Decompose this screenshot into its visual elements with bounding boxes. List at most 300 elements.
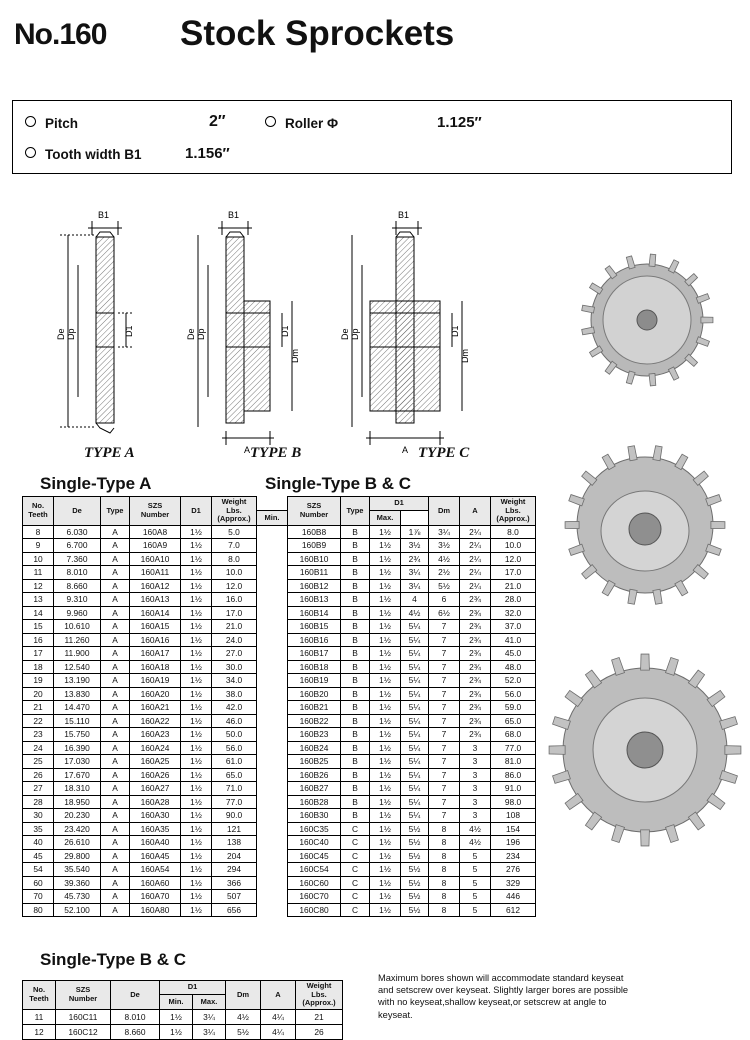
th-weight-2: Weight Lbs. (Approx.) [491, 497, 536, 526]
cell-type2: B [341, 660, 370, 674]
cell-dm: 8 [429, 822, 460, 836]
cell-type2: C [341, 876, 370, 890]
cell-type: A [101, 903, 130, 917]
cell-gap [257, 822, 288, 836]
bottom-header-row-1 [23, 981, 343, 995]
cell-type: A [101, 687, 130, 701]
cell-szs: 160A45 [130, 849, 181, 863]
cell-d1: 1½ [181, 539, 212, 553]
cell-min: 1½ [370, 890, 401, 904]
cell-type: A [101, 674, 130, 688]
table-row [23, 822, 536, 836]
cell-szs2: 160B23 [288, 728, 341, 742]
cell-w: 8.0 [212, 552, 257, 566]
cell-max: 5½ [401, 876, 429, 890]
cell-type: A [101, 755, 130, 769]
cell-w2: 52.0 [491, 674, 536, 688]
cell-max: 3¼ [193, 1024, 226, 1039]
cell-de: 52.100 [54, 903, 101, 917]
cell-de: 13.190 [54, 674, 101, 688]
cell-dm: 8 [429, 836, 460, 850]
cell-d1: 1½ [181, 795, 212, 809]
cell-w2: 329 [491, 876, 536, 890]
cell-szs2: 160C54 [288, 863, 341, 877]
cell-de: 9.960 [54, 606, 101, 620]
cell-max: 4½ [401, 606, 429, 620]
cell-type2: B [341, 782, 370, 796]
table-row [23, 593, 536, 607]
th-b-no-teeth: No. Teeth [23, 981, 56, 1010]
spec-pitch-value: 2″ [209, 113, 226, 130]
cell-max: 5¼ [401, 633, 429, 647]
cell-szs: 160A10 [130, 552, 181, 566]
th-b-dm: Dm [226, 981, 261, 1010]
cell-d1: 1½ [181, 525, 212, 539]
cell-w2: 10.0 [491, 539, 536, 553]
cell-a: 4½ [460, 836, 491, 850]
cell-dm: 7 [429, 714, 460, 728]
cell-teeth: 9 [23, 539, 54, 553]
th-b-de: De [111, 981, 160, 1010]
th-d1-max: Max. [370, 511, 401, 525]
cell-d1: 1½ [181, 903, 212, 917]
cell-max: 5¼ [401, 809, 429, 823]
cell-szs: 160A21 [130, 701, 181, 715]
cell-gap [257, 539, 288, 553]
th-b-d1-min: Min. [160, 995, 193, 1009]
cell-type: A [101, 620, 130, 634]
cell-w2: 77.0 [491, 741, 536, 755]
cell-w: 61.0 [212, 755, 257, 769]
cell-de: 12.540 [54, 660, 101, 674]
spec-tooth-value: 1.156″ [185, 145, 230, 162]
cell-w: 21 [296, 1009, 343, 1024]
cell-teeth: 11 [23, 1009, 56, 1024]
circle-bullet-icon [25, 116, 36, 127]
cell-teeth: 15 [23, 620, 54, 634]
cell-w2: 59.0 [491, 701, 536, 715]
cell-a: 5 [460, 903, 491, 917]
cell-min: 1½ [370, 714, 401, 728]
spec-pitch [25, 116, 78, 131]
cell-szs2: 160B19 [288, 674, 341, 688]
cell-gap [257, 876, 288, 890]
cell-teeth: 30 [23, 809, 54, 823]
cell-min: 1½ [370, 782, 401, 796]
cell-szs: 160A35 [130, 822, 181, 836]
cell-a: 2¾ [460, 714, 491, 728]
cell-w: 21.0 [212, 620, 257, 634]
cell-a: 5 [460, 890, 491, 904]
cell-teeth: 10 [23, 552, 54, 566]
cell-szs: 160A19 [130, 674, 181, 688]
cell-max: 5¼ [401, 768, 429, 782]
cell-type2: B [341, 566, 370, 580]
cell-d1: 1½ [181, 579, 212, 593]
cell-gap [257, 728, 288, 742]
cell-de: 11.260 [54, 633, 101, 647]
cell-szs: 160A18 [130, 660, 181, 674]
cell-a: 3 [460, 755, 491, 769]
cell-szs2: 160C45 [288, 849, 341, 863]
table-row [23, 903, 536, 917]
cell-type: A [101, 822, 130, 836]
svg-text:De: De [56, 328, 66, 340]
cell-min: 1½ [370, 525, 401, 539]
cell-dm: 2½ [429, 566, 460, 580]
table-row [23, 539, 536, 553]
cell-d1: 1½ [181, 593, 212, 607]
cell-max: 5½ [401, 849, 429, 863]
th-type: Type [101, 497, 130, 526]
cell-teeth: 11 [23, 566, 54, 580]
cell-type: A [101, 539, 130, 553]
cell-gap [257, 809, 288, 823]
svg-text:D1: D1 [450, 325, 460, 337]
cell-d1: 1½ [181, 552, 212, 566]
th-b-d1-max: Max. [193, 995, 226, 1009]
cell-max: 5¼ [401, 714, 429, 728]
cell-w: 5.0 [212, 525, 257, 539]
cell-w: 77.0 [212, 795, 257, 809]
table-row [23, 525, 536, 539]
cell-w: 65.0 [212, 768, 257, 782]
cell-a: 5 [460, 849, 491, 863]
cell-a: 3 [460, 768, 491, 782]
table-row [23, 552, 536, 566]
cell-dm: 7 [429, 701, 460, 715]
cell-szs: 160A54 [130, 863, 181, 877]
cell-szs: 160A11 [130, 566, 181, 580]
cell-min: 1½ [370, 768, 401, 782]
th-b-d1-group: D1 [160, 981, 226, 995]
cell-szs2: 160B14 [288, 606, 341, 620]
cell-d1: 1½ [181, 674, 212, 688]
table-row [23, 890, 536, 904]
cell-a: 2¾ [460, 674, 491, 688]
cell-szs: 160C12 [56, 1024, 111, 1039]
cell-teeth: 40 [23, 836, 54, 850]
cell-w2: 37.0 [491, 620, 536, 634]
cell-szs2: 160C70 [288, 890, 341, 904]
cell-teeth: 12 [23, 579, 54, 593]
cell-max: 4 [401, 593, 429, 607]
cell-szs: 160A13 [130, 593, 181, 607]
cell-d1: 1½ [181, 809, 212, 823]
cell-gap [257, 795, 288, 809]
cell-szs: 160A70 [130, 890, 181, 904]
cell-teeth: 14 [23, 606, 54, 620]
page-title: Stock Sprockets [180, 14, 455, 53]
cell-w2: 8.0 [491, 525, 536, 539]
cell-type: A [101, 593, 130, 607]
cell-szs2: 160B24 [288, 741, 341, 755]
svg-text:De: De [186, 328, 196, 340]
cell-type: A [101, 647, 130, 661]
cell-max: 5¼ [401, 782, 429, 796]
cell-szs: 160A27 [130, 782, 181, 796]
cell-a: 4¼ [261, 1009, 296, 1024]
cell-max: 5¼ [401, 701, 429, 715]
th-d1-group: D1 [370, 497, 429, 511]
cell-w: 7.0 [212, 539, 257, 553]
main-table-body [23, 525, 536, 917]
cell-min: 1½ [370, 876, 401, 890]
spec-box [12, 100, 732, 174]
cell-szs: 160A9 [130, 539, 181, 553]
cell-gap [257, 755, 288, 769]
cell-gap [257, 849, 288, 863]
cell-teeth: 19 [23, 674, 54, 688]
th-dm: Dm [429, 497, 460, 526]
th-de: De [54, 497, 101, 526]
th-szs-number: SZS Number [130, 497, 181, 526]
cell-gap [257, 687, 288, 701]
circle-bullet-icon [265, 116, 276, 127]
cell-max: 1⅞ [401, 525, 429, 539]
cell-szs2: 160C80 [288, 903, 341, 917]
cell-teeth: 27 [23, 782, 54, 796]
cell-de: 6.700 [54, 539, 101, 553]
cell-type: A [101, 606, 130, 620]
table-row [23, 755, 536, 769]
cell-d1: 1½ [181, 863, 212, 877]
cell-gap [257, 593, 288, 607]
spec-roller-label: Roller Φ [285, 116, 339, 131]
cell-gap [257, 674, 288, 688]
cell-gap [257, 701, 288, 715]
cell-dm: 7 [429, 633, 460, 647]
cell-w: 26 [296, 1024, 343, 1039]
cell-a: 3 [460, 741, 491, 755]
cell-min: 1½ [370, 728, 401, 742]
cell-szs2: 160B17 [288, 647, 341, 661]
cell-szs: 160A30 [130, 809, 181, 823]
cell-a: 3 [460, 795, 491, 809]
cell-max: 5½ [401, 822, 429, 836]
cell-d1: 1½ [181, 714, 212, 728]
cell-min: 1½ [370, 674, 401, 688]
cell-w2: 17.0 [491, 566, 536, 580]
cell-szs2: 160B25 [288, 755, 341, 769]
cell-d1: 1½ [181, 741, 212, 755]
cell-type: A [101, 890, 130, 904]
cell-max: 5½ [401, 890, 429, 904]
cell-d1: 1½ [181, 876, 212, 890]
cell-type: A [101, 566, 130, 580]
cell-max: 3¼ [401, 566, 429, 580]
th-szs-number-2: SZS Number [288, 497, 341, 526]
cell-szs2: 160B9 [288, 539, 341, 553]
cell-type: A [101, 633, 130, 647]
table-row [23, 647, 536, 661]
cell-w2: 154 [491, 822, 536, 836]
cell-gap [257, 525, 288, 539]
cell-szs2: 160B13 [288, 593, 341, 607]
cell-type2: B [341, 633, 370, 647]
cell-w2: 196 [491, 836, 536, 850]
cell-type2: B [341, 809, 370, 823]
cell-dm: 8 [429, 876, 460, 890]
cell-w2: 65.0 [491, 714, 536, 728]
cell-type2: B [341, 539, 370, 553]
cell-w2: 48.0 [491, 660, 536, 674]
cell-w: 204 [212, 849, 257, 863]
cell-type: A [101, 714, 130, 728]
cell-a: 2¾ [460, 647, 491, 661]
cell-type: A [101, 579, 130, 593]
cell-max: 5¼ [401, 620, 429, 634]
cell-de: 8.660 [54, 579, 101, 593]
cell-de: 45.730 [54, 890, 101, 904]
cell-de: 26.610 [54, 836, 101, 850]
cell-de: 15.750 [54, 728, 101, 742]
cell-gap [257, 714, 288, 728]
cell-min: 1½ [370, 633, 401, 647]
cell-max: 5¼ [401, 647, 429, 661]
svg-text:Dp: Dp [196, 328, 206, 340]
cell-d1: 1½ [181, 620, 212, 634]
cell-dm: 7 [429, 687, 460, 701]
cell-de: 15.110 [54, 714, 101, 728]
cell-d1: 1½ [181, 822, 212, 836]
cell-szs2: 160B16 [288, 633, 341, 647]
cell-type: A [101, 876, 130, 890]
cell-dm: 5½ [429, 579, 460, 593]
cell-de: 8.010 [111, 1009, 160, 1024]
cell-max: 2¾ [401, 552, 429, 566]
cell-d1: 1½ [181, 633, 212, 647]
cell-szs2: 160B8 [288, 525, 341, 539]
section-title-single-type-a: Single-Type A [40, 474, 152, 493]
cell-szs: 160A12 [130, 579, 181, 593]
cell-type2: B [341, 741, 370, 755]
cell-w: 90.0 [212, 809, 257, 823]
section-title-single-type-bc: Single-Type B & C [265, 474, 412, 493]
cell-type2: B [341, 755, 370, 769]
cell-min: 1½ [370, 795, 401, 809]
cell-d1: 1½ [181, 890, 212, 904]
cell-szs2: 160B12 [288, 579, 341, 593]
cell-szs2: 160B20 [288, 687, 341, 701]
cell-type2: B [341, 795, 370, 809]
cell-dm: 3½ [429, 539, 460, 553]
th-d1-min: Min. [257, 511, 288, 525]
cell-de: 7.360 [54, 552, 101, 566]
cell-w2: 86.0 [491, 768, 536, 782]
cell-de: 10.610 [54, 620, 101, 634]
cell-gap [257, 768, 288, 782]
cell-a: 2¼ [460, 579, 491, 593]
cell-min: 1½ [370, 849, 401, 863]
svg-text:Dp: Dp [66, 328, 76, 340]
section-title-single-type-bc-bottom: Single-Type B & C [40, 950, 187, 969]
label-type-b: TYPE B [250, 445, 302, 461]
svg-text:A: A [244, 445, 251, 455]
cell-min: 1½ [370, 741, 401, 755]
cell-w: 138 [212, 836, 257, 850]
cell-a: 2¼ [460, 525, 491, 539]
cell-w2: 446 [491, 890, 536, 904]
cell-max: 3¼ [193, 1009, 226, 1024]
cell-w2: 12.0 [491, 552, 536, 566]
cell-min: 1½ [370, 863, 401, 877]
cell-a: 2¾ [460, 633, 491, 647]
cell-de: 29.800 [54, 849, 101, 863]
part-number: No.160 [14, 18, 107, 51]
cell-dm: 8 [429, 849, 460, 863]
cell-type: A [101, 795, 130, 809]
cell-dm: 8 [429, 863, 460, 877]
cell-min: 1½ [370, 606, 401, 620]
table-row [23, 741, 536, 755]
cell-teeth: 13 [23, 593, 54, 607]
cell-gap [257, 552, 288, 566]
cell-szs: 160A24 [130, 741, 181, 755]
cell-type2: B [341, 620, 370, 634]
cell-szs: 160A40 [130, 836, 181, 850]
cell-min: 1½ [370, 593, 401, 607]
label-type-a: TYPE A [84, 445, 135, 461]
cell-dm: 7 [429, 728, 460, 742]
cell-dm: 7 [429, 795, 460, 809]
cell-w: 294 [212, 863, 257, 877]
cell-a: 5 [460, 863, 491, 877]
cell-szs2: 160C60 [288, 876, 341, 890]
cell-w2: 56.0 [491, 687, 536, 701]
cell-szs: 160A8 [130, 525, 181, 539]
th-weight: Weight Lbs. (Approx.) [212, 497, 257, 526]
cell-max: 5¼ [401, 660, 429, 674]
cell-w2: 68.0 [491, 728, 536, 742]
spec-roller-value: 1.125″ [437, 114, 482, 131]
bottom-table-head [23, 981, 343, 1010]
table-row [23, 687, 536, 701]
cell-teeth: 35 [23, 822, 54, 836]
cell-type: A [101, 525, 130, 539]
cell-type2: B [341, 593, 370, 607]
th-b-szs-number: SZS Number [56, 981, 111, 1010]
table-gap [257, 497, 288, 511]
cell-max: 5½ [401, 836, 429, 850]
cell-w: 17.0 [212, 606, 257, 620]
cell-gap [257, 890, 288, 904]
svg-text:De: De [340, 328, 350, 340]
cell-min: 1½ [370, 579, 401, 593]
spec-tooth-width [25, 147, 141, 162]
cell-dm: 4½ [429, 552, 460, 566]
cell-dm: 7 [429, 674, 460, 688]
table-row [23, 768, 536, 782]
cell-gap [257, 620, 288, 634]
cell-min: 1½ [370, 701, 401, 715]
cell-d1: 1½ [181, 701, 212, 715]
svg-text:Dm: Dm [290, 349, 300, 363]
cell-w: 71.0 [212, 782, 257, 796]
cell-type2: B [341, 579, 370, 593]
cell-gap [257, 863, 288, 877]
table-row [23, 1024, 343, 1039]
label-type-c: TYPE C [418, 445, 470, 461]
cell-gap [257, 660, 288, 674]
cell-teeth: 45 [23, 849, 54, 863]
cell-w: 16.0 [212, 593, 257, 607]
cell-teeth: 8 [23, 525, 54, 539]
cell-max: 5¼ [401, 741, 429, 755]
cell-szs2: 160B10 [288, 552, 341, 566]
svg-text:Dp: Dp [350, 328, 360, 340]
table-row [23, 863, 536, 877]
